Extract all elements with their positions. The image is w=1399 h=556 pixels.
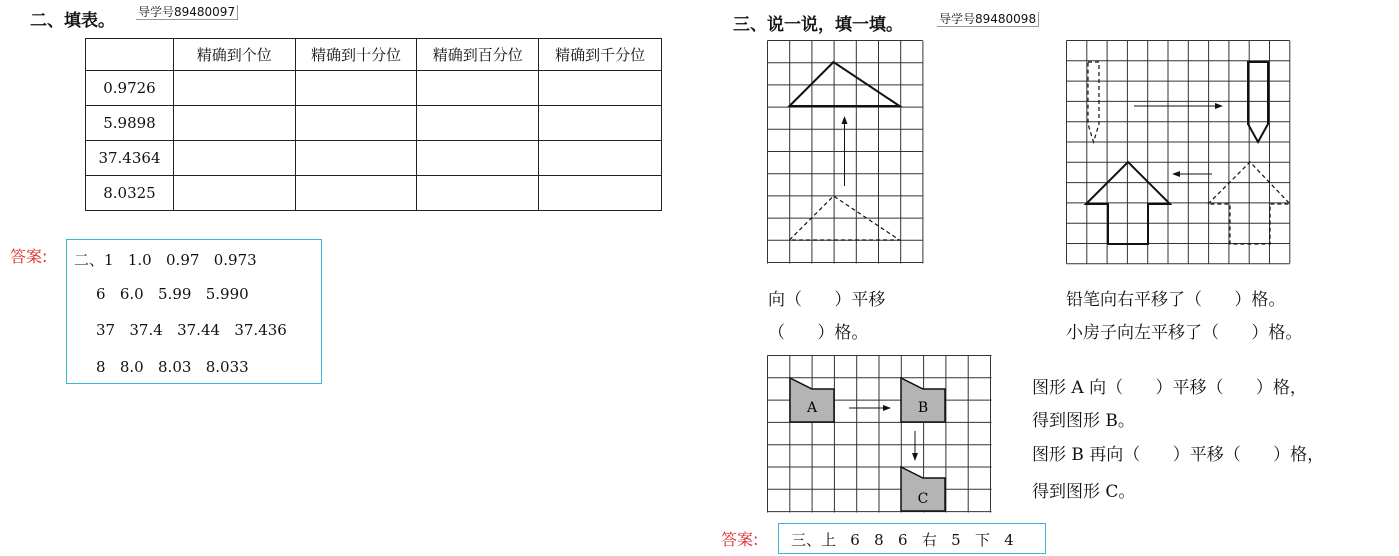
table-header-cell: 精确到个位 [173, 39, 295, 71]
answer-cell[interactable] [539, 106, 662, 141]
section3-answer-label: 答案: [721, 530, 759, 549]
table-header-cell: 精确到百分位 [417, 39, 539, 71]
answer-cell[interactable] [539, 176, 662, 211]
q3-line: 图形 A 向（ ）平移（ ）格， [1032, 378, 1307, 398]
pencil-original-dashed [1088, 62, 1099, 142]
answer-cell[interactable] [173, 71, 295, 106]
right-arrow-icon [883, 405, 891, 411]
answer-cell[interactable] [539, 141, 662, 176]
section2-code: 导学号89480097 [136, 5, 238, 20]
row-number: 5.9898 [86, 106, 174, 141]
table-row [86, 141, 662, 176]
answer-line: 8 8.0 8.03 8.033 [96, 358, 249, 376]
down-arrow-icon [912, 453, 918, 461]
shape-abc-grid [767, 355, 994, 515]
triangle-shape [790, 62, 900, 106]
answer-cell[interactable] [417, 106, 539, 141]
section3-heading: 三、说一说，填一填。 [733, 15, 903, 35]
answer-cell[interactable] [295, 106, 417, 141]
q2-line: 小房子向左平移了（ ）格。 [1066, 323, 1303, 343]
shape-label-c: C [917, 491, 929, 507]
table-header-row [86, 39, 662, 71]
row-number: 0.9726 [86, 71, 174, 106]
table-row [86, 71, 662, 106]
section2-heading: 二、填表。 [30, 11, 115, 31]
pencil-shape [1248, 62, 1268, 142]
answer-line: 6 6.0 5.99 5.990 [96, 285, 249, 303]
table-header-cell: 精确到十分位 [295, 39, 417, 71]
answer-line: 三、上 6 8 6 右 5 下 4 [791, 531, 1014, 549]
q1-line: （ ）格。 [768, 323, 869, 343]
q3-line: 得到图形 B。 [1032, 411, 1135, 431]
triangle-grid [767, 40, 925, 265]
q3-line: 图形 B 再向（ ）平移（ ）格， [1032, 445, 1325, 465]
section3-code: 导学号89480098 [937, 12, 1039, 27]
q1-line: 向（ ）平移 [768, 290, 886, 310]
shape-label-a: A [806, 400, 818, 416]
answer-cell[interactable] [295, 141, 417, 176]
answer-cell[interactable] [173, 141, 295, 176]
table-header-cell: 精确到千分位 [539, 39, 662, 71]
table-header-cell [86, 39, 174, 71]
answer-cell[interactable] [173, 106, 295, 141]
answer-line: 二、1 1.0 0.97 0.973 [74, 251, 257, 269]
answer-cell[interactable] [417, 71, 539, 106]
row-number: 8.0325 [86, 176, 174, 211]
table-row [86, 106, 662, 141]
answer-cell[interactable] [295, 176, 417, 211]
q3-line: 得到图形 C。 [1032, 482, 1136, 502]
left-arrow-icon [1172, 171, 1180, 177]
shape-label-b: B [917, 400, 929, 416]
section2-answer-box [66, 239, 322, 384]
table-row [86, 176, 662, 211]
pencil-house-grid [1066, 40, 1291, 265]
up-arrow-icon [842, 116, 848, 124]
right-arrow-icon [1215, 103, 1223, 109]
q2-line: 铅笔向右平移了（ ）格。 [1066, 290, 1286, 310]
answer-cell[interactable] [417, 141, 539, 176]
answer-cell[interactable] [295, 71, 417, 106]
section2-answer-label: 答案: [10, 247, 48, 266]
answer-cell[interactable] [539, 71, 662, 106]
answer-cell[interactable] [173, 176, 295, 211]
answer-line: 37 37.4 37.44 37.436 [96, 321, 287, 339]
section3-answer-box [778, 523, 1046, 554]
rounding-table [85, 38, 662, 211]
row-number: 37.4364 [86, 141, 174, 176]
answer-cell[interactable] [417, 176, 539, 211]
